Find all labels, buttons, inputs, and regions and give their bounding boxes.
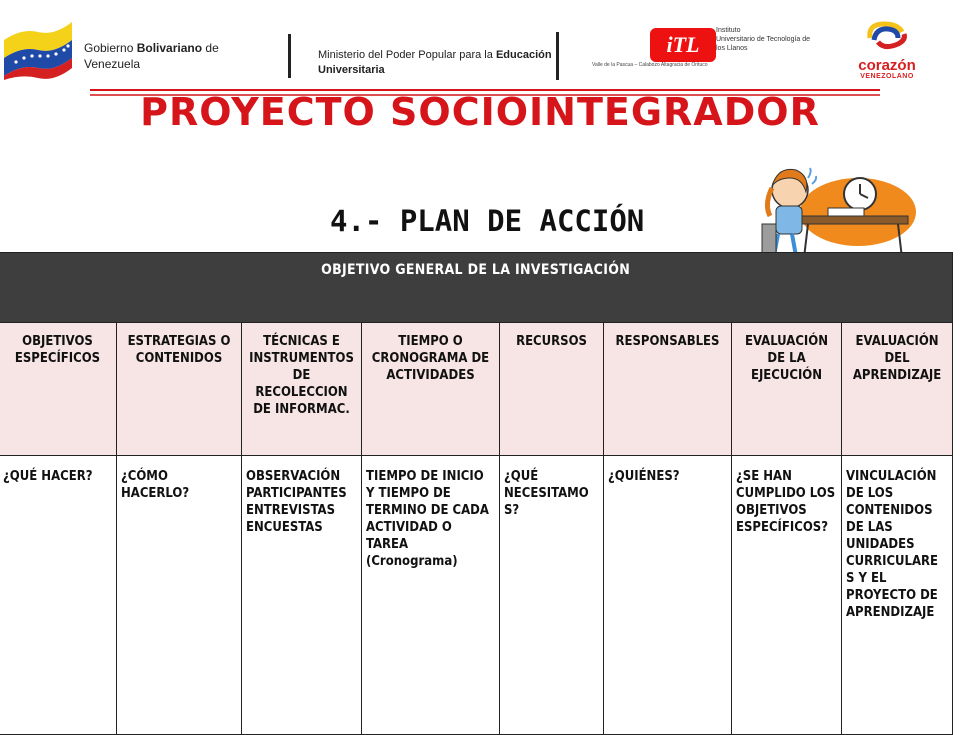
header-tecnicas: TÉCNICAS E INSTRUMENTOS DE RECOLECCION DE INFORMAC.	[242, 323, 362, 456]
cell-tiempo-main: TIEMPO DE INICIO Y TIEMPO DE TERMINO DE CADA ACTIVIDAD O TAREA	[366, 469, 489, 552]
general-objective-header: OBJETIVO GENERAL DE LA INVESTIGACIÓN	[0, 253, 953, 323]
cell-tecnicas: OBSERVACIÓN PARTICIPANTES ENTREVISTAS ENCUESTAS	[242, 456, 362, 735]
header-evaluacion-aprendizaje: EVALUACIÓN DEL APRENDIZAJE	[842, 323, 953, 456]
institute-sub-label: Valle de la Pascua – Calabozo Altagracia de Orituco	[592, 62, 708, 68]
header-evaluacion-ejecucion: EVALUACIÓN DE LA EJECUCIÓN	[732, 323, 842, 456]
cell-tiempo	[362, 456, 500, 735]
paper-shape	[828, 208, 864, 216]
header-objetivos-especificos: OBJETIVOS ESPECÍFICOS	[0, 323, 117, 456]
institute-label	[716, 26, 810, 53]
heart-swirl-icon	[864, 20, 910, 52]
iut-logo	[650, 28, 716, 62]
ministry-label	[318, 48, 552, 78]
page-title: PROYECTO SOCIOINTEGRADOR	[140, 90, 820, 134]
ministry-bold: Educación	[495, 49, 552, 61]
iut-logo-text: iTL	[666, 32, 700, 57]
venezuela-flag-logo	[2, 18, 74, 80]
gov-suffix: de	[202, 41, 219, 55]
institute-line-2: Universitario de Tecnología de	[716, 36, 811, 43]
header-divider-1	[288, 34, 291, 78]
gov-bold: Bolivariano	[136, 41, 203, 55]
corazon-sub: VENEZOLANO	[860, 73, 914, 80]
section-subtitle: 4.- PLAN DE ACCIÓN	[330, 204, 645, 238]
girl-body-icon	[776, 206, 802, 234]
cell-evaluacion-aprendizaje: VINCULACIÓN DE LOS CONTENIDOS DE LAS UNIDADES CURRICULARE S Y EL PROYECTO DE APRENDIZAJE	[842, 456, 953, 735]
cell-como-hacerlo: ¿CÓMO HACERLO?	[117, 456, 242, 735]
cell-tiempo-note: (Cronograma)	[366, 554, 458, 569]
header-tiempo: TIEMPO O CRONOGRAMA DE ACTIVIDADES	[362, 323, 500, 456]
cell-recursos: ¿QUÉ NECESITAMO S?	[500, 456, 604, 735]
cell-evaluacion-ejecucion: ¿SE HAN CUMPLIDO LOS OBJETIVOS ESPECÍFICOS?	[732, 456, 842, 735]
header-responsables: RESPONSABLES	[604, 323, 732, 456]
header-recursos: RECURSOS	[500, 323, 604, 456]
corazon-venezolano-logo	[848, 20, 926, 81]
student-desk-clipart	[748, 160, 918, 260]
cell-que-hacer: ¿QUÉ HACER?	[0, 456, 117, 735]
gov-prefix: Gobierno	[84, 41, 137, 55]
gov-country: Venezuela	[84, 57, 141, 71]
institute-line-1: Instituto	[716, 27, 741, 34]
header-estrategias: ESTRATEGIAS O CONTENIDOS	[117, 323, 242, 456]
ministry-prefix: Ministerio del Poder Popular para la	[318, 49, 496, 61]
government-label	[84, 40, 219, 72]
header-divider-2	[556, 32, 559, 80]
institute-line-3: los Llanos	[716, 45, 748, 52]
cell-quienes: ¿QUIÉNES?	[604, 456, 732, 735]
corazon-name: corazón	[858, 57, 916, 74]
action-plan-table	[0, 252, 953, 735]
desk-shape	[798, 216, 908, 224]
ministry-line2: Universitaria	[318, 64, 385, 76]
